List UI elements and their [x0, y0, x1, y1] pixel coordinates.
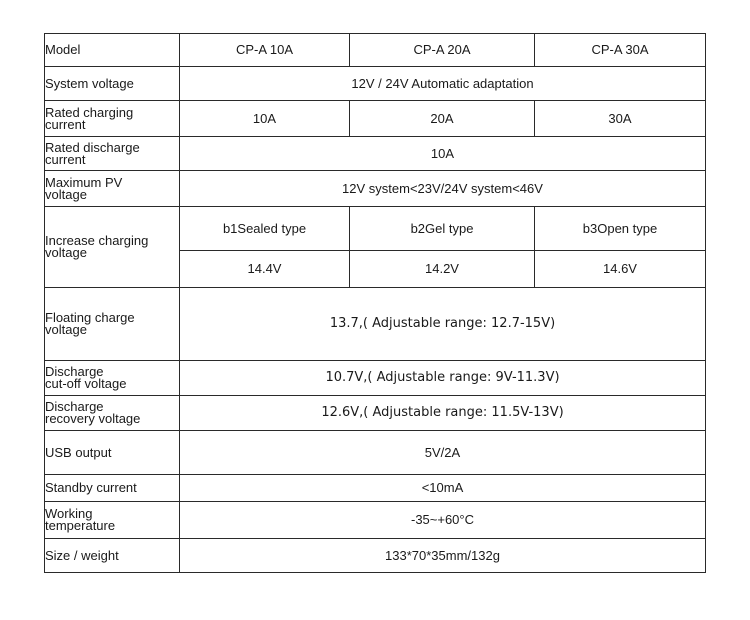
discharge-recovery-label: Discharge recovery voltage [45, 396, 180, 431]
rated-charging-label: Rated charging current [45, 101, 180, 137]
floating-charge-row [45, 288, 706, 361]
discharge-cutoff-label: Discharge cut-off voltage [45, 361, 180, 396]
floating-charge-value: 13.7,( Adjustable range: 12.7-15V) [180, 288, 706, 361]
model-cp-a-30a: CP-A 30A [535, 34, 706, 67]
type-open: b3Open type [535, 207, 706, 251]
size-weight-row [45, 539, 706, 573]
max-pv-row [45, 171, 706, 207]
max-pv-value: 12V system<23V/24V system<46V [180, 171, 706, 207]
increase-charging-label: Increase charging voltage [45, 207, 180, 288]
standby-current-row [45, 475, 706, 502]
system-voltage-value: 12V / 24V Automatic adaptation [180, 67, 706, 101]
rated-charging-20a: 20A [350, 101, 535, 137]
increase-charging-gel-value: 14.2V [350, 251, 535, 288]
max-pv-label: Maximum PV voltage [45, 171, 180, 207]
rated-charging-10a: 10A [180, 101, 350, 137]
header-row [45, 34, 706, 67]
working-temp-row [45, 502, 706, 539]
system-voltage-label: System voltage [45, 67, 180, 101]
increase-charging-open-value: 14.6V [535, 251, 706, 288]
working-temp-label: Working temperature [45, 502, 180, 539]
type-sealed: b1Sealed type [180, 207, 350, 251]
increase-charging-type-row [45, 207, 706, 251]
rated-charging-30a: 30A [535, 101, 706, 137]
type-gel: b2Gel type [350, 207, 535, 251]
standby-current-label: Standby current [45, 475, 180, 502]
rated-discharge-row [45, 137, 706, 171]
usb-output-row [45, 431, 706, 475]
usb-output-label: USB output [45, 431, 180, 475]
working-temp-value: -35~+60°C [180, 502, 706, 539]
spec-table [44, 33, 706, 573]
floating-charge-label: Floating charge voltage [45, 288, 180, 361]
rated-discharge-label: Rated discharge current [45, 137, 180, 171]
size-weight-value: 133*70*35mm/132g [180, 539, 706, 573]
discharge-cutoff-row [45, 361, 706, 396]
model-cp-a-10a: CP-A 10A [180, 34, 350, 67]
rated-charging-row [45, 101, 706, 137]
usb-output-value: 5V/2A [180, 431, 706, 475]
model-label: Model [45, 34, 180, 67]
discharge-recovery-value: 12.6V,( Adjustable range: 11.5V-13V) [180, 396, 706, 431]
increase-charging-sealed-value: 14.4V [180, 251, 350, 288]
discharge-recovery-row [45, 396, 706, 431]
standby-current-value: <10mA [180, 475, 706, 502]
system-voltage-row [45, 67, 706, 101]
discharge-cutoff-value: 10.7V,( Adjustable range: 9V-11.3V) [180, 361, 706, 396]
model-cp-a-20a: CP-A 20A [350, 34, 535, 67]
size-weight-label: Size / weight [45, 539, 180, 573]
rated-discharge-value: 10A [180, 137, 706, 171]
